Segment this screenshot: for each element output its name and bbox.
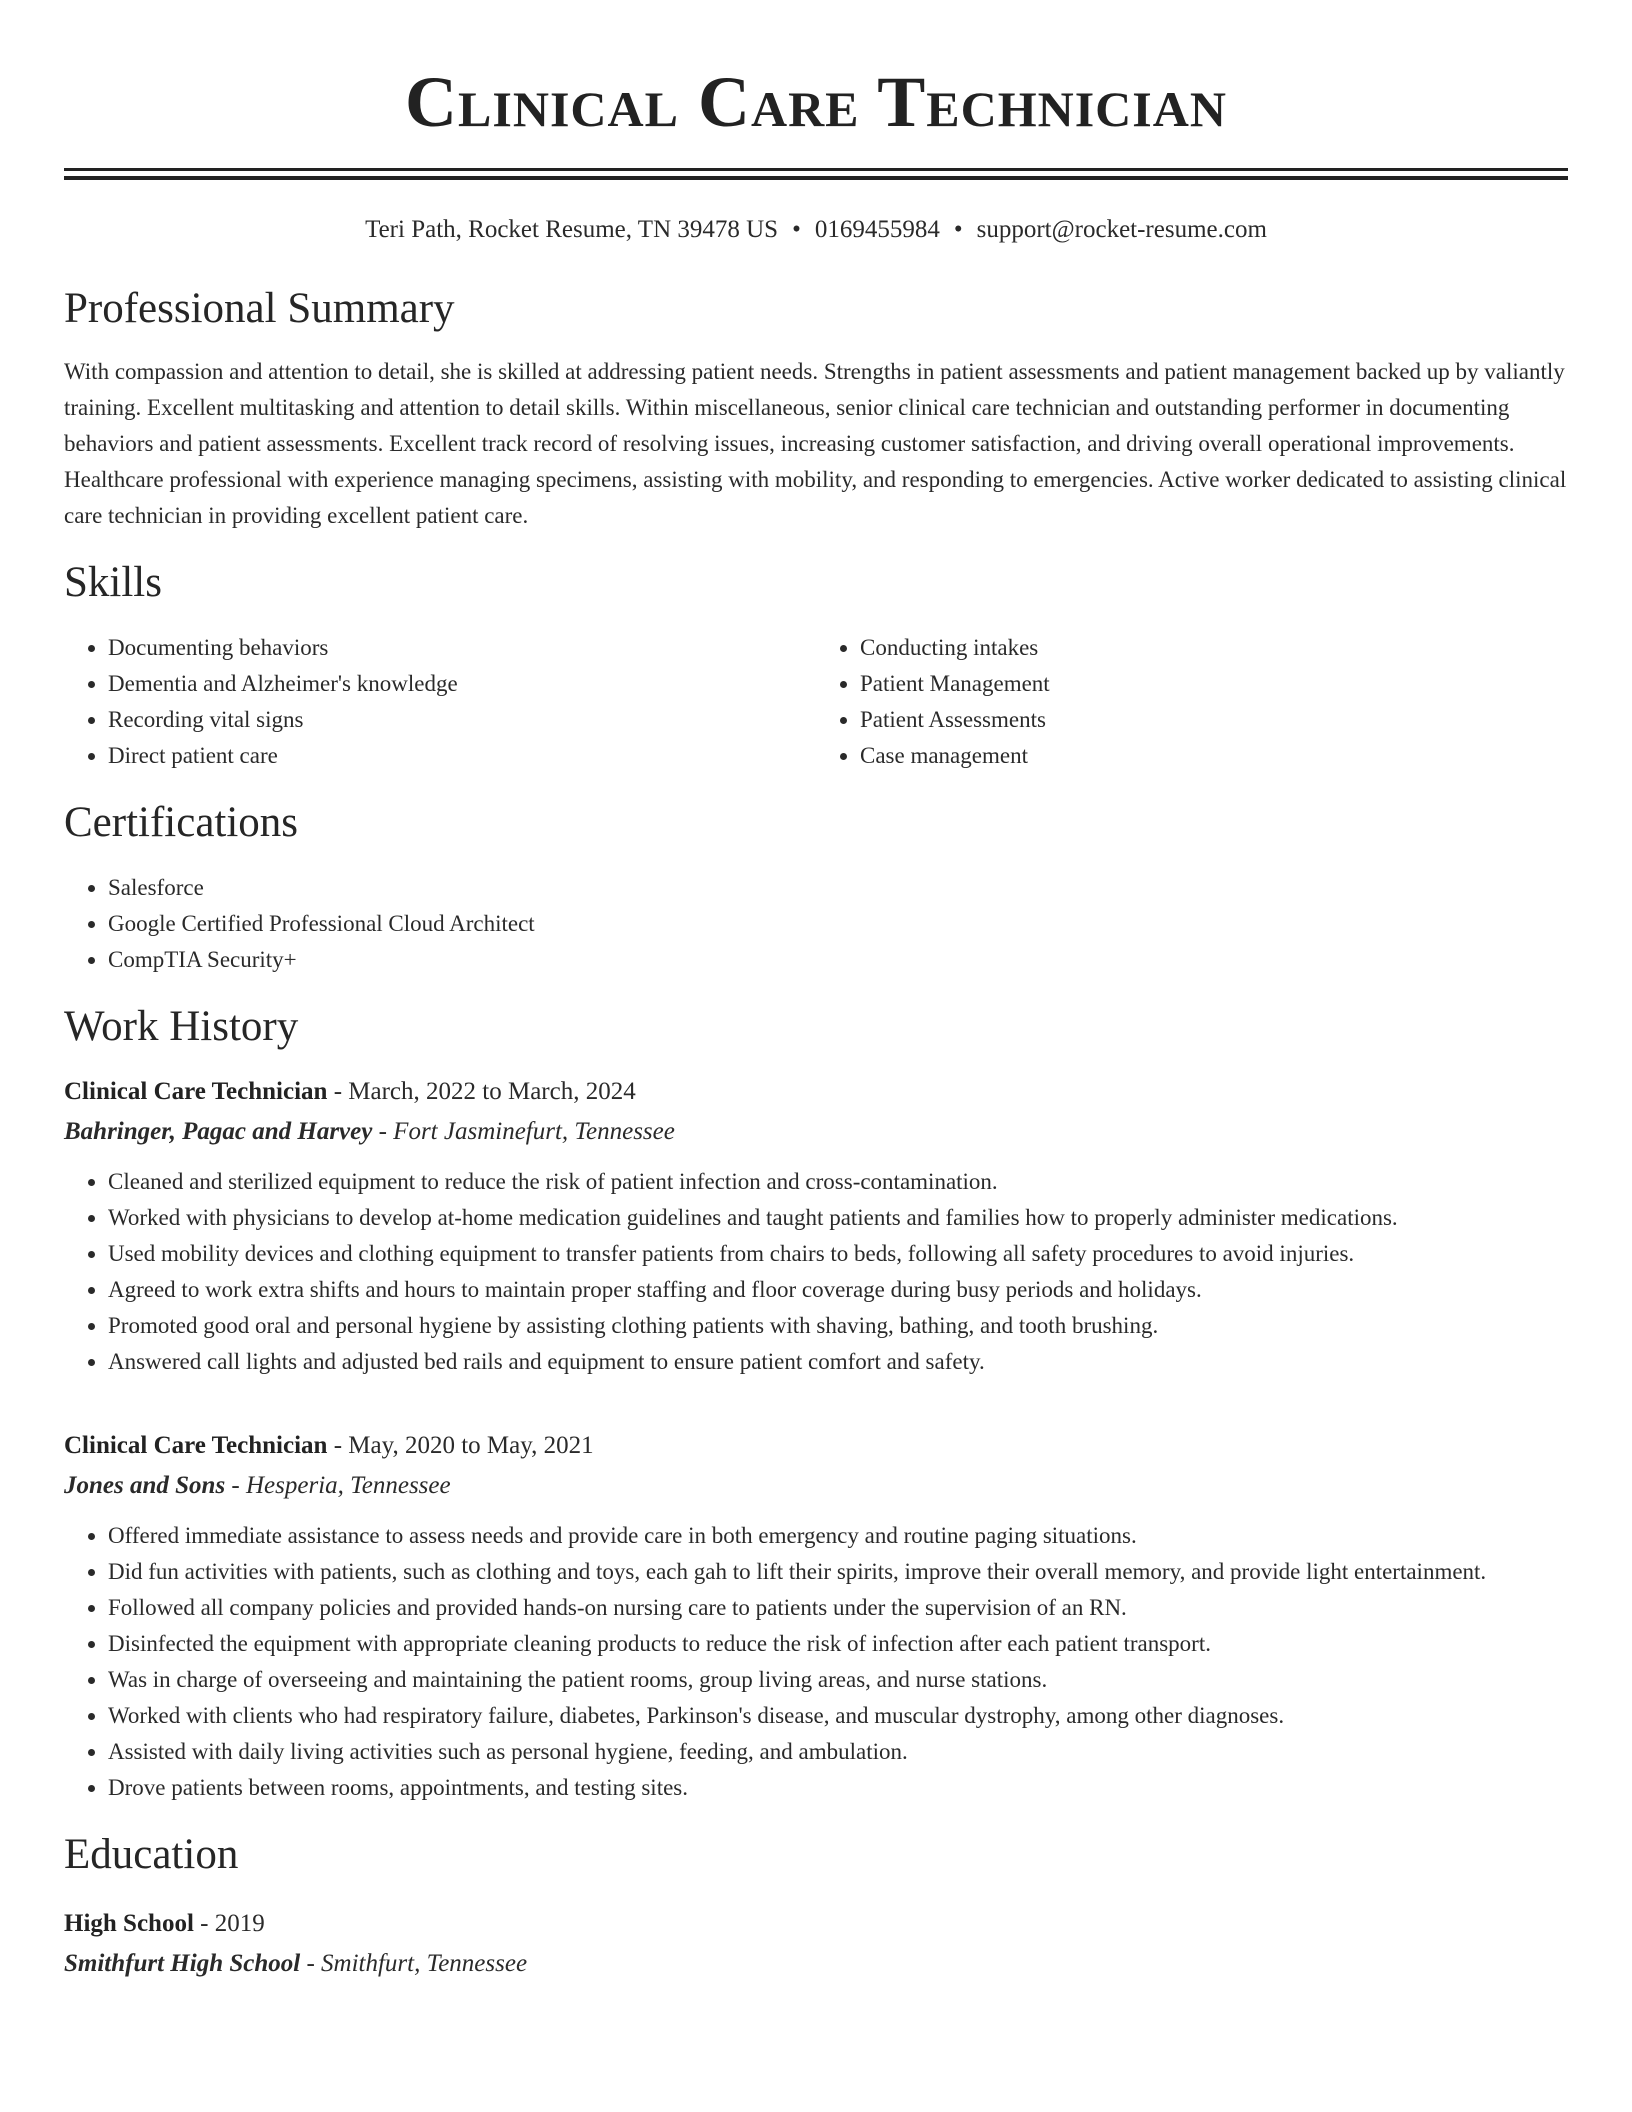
job-location: - Hesperia, Tennessee (225, 1472, 451, 1499)
certification-item: • CompTIA Security+ (108, 942, 1568, 978)
job-bullet: • Worked with clients who had respiratory failure, diabetes, Parkinson's disease, and muscular dystrophy, among other diagnoses. (108, 1698, 1568, 1734)
job-bullet: • Used mobility devices and clothing equipment to transfer patients from chairs to beds, following all safety procedures to avoid injuries. (108, 1236, 1568, 1272)
job-company-line (64, 1112, 1568, 1152)
contact-separator: • (953, 216, 963, 243)
certification-item: • Google Certified Professional Cloud Architect (108, 906, 1568, 942)
header-divider-bottom (64, 176, 1568, 180)
job-bullet: • Worked with physicians to develop at-home medication guidelines and taught patients and families how to properly administer medications. (108, 1200, 1568, 1236)
skill-item: • Recording vital signs (108, 702, 816, 738)
skill-item: • Documenting behaviors (108, 630, 816, 666)
summary-text: With compassion and attention to detail, she is skilled at addressing patient needs. Strengths in patient assessments and patient management backed up by valiantly training. Excellent multitasking and attention to detail skills. Within miscellaneous, senior clinical care technician and outstanding performer in documenting behaviors and patient assessments. Excellent track record of resolving issues, increasing customer satisfaction, and driving overall operational improvements. Healthcare professional with experience managing specimens, assisting with mobility, and responding to emergencies. Active worker dedicated to assisting clinical care technician in providing excellent patient care. (64, 359, 1567, 528)
skill-item: • Case management (860, 738, 1568, 774)
job-bullet: • Promoted good oral and personal hygiene by assisting clothing patients with shaving, bathing, and tooth brushing. (108, 1308, 1568, 1344)
job-bullet: • Agreed to work extra shifts and hours to maintain proper staffing and floor coverage during busy periods and holidays. (108, 1272, 1568, 1308)
education-degree: High School (64, 1910, 194, 1937)
contact-address: Teri Path, Rocket Resume, TN 39478 US (365, 216, 779, 243)
education-degree-line (64, 1904, 1568, 1944)
skills-column-left (64, 630, 816, 774)
certifications-heading: Certifications (64, 799, 299, 846)
work-history-heading: Work History (64, 1003, 299, 1050)
job-title: Clinical Care Technician (64, 1078, 328, 1105)
contact-email: support@rocket-resume.com (976, 216, 1267, 243)
education-year: - 2019 (193, 1910, 265, 1937)
skills-column-right (816, 630, 1568, 774)
job-bullet: • Cleaned and sterilized equipment to reduce the risk of patient infection and cross-contamination. (108, 1164, 1568, 1200)
header-divider-top (64, 168, 1568, 171)
job-bullet: • Did fun activities with patients, such as clothing and toys, each gah to lift their spirits, improve their overall memory, and provide light entertainment. (108, 1554, 1568, 1590)
resume-title: Clinical Care Technician (405, 62, 1227, 142)
job-bullet: • Answered call lights and adjusted bed rails and equipment to ensure patient comfort and safety. (108, 1344, 1568, 1380)
job-location: - Fort Jasminefurt, Tennessee (372, 1118, 675, 1145)
job-title: Clinical Care Technician (64, 1432, 328, 1459)
contact-line (64, 214, 1568, 246)
job-bullet: • Followed all company policies and provided hands-on nursing care to patients under the supervision of an RN. (108, 1590, 1568, 1626)
certifications-list (64, 870, 1568, 978)
contact-separator: • (792, 216, 801, 243)
job-company-line (64, 1466, 1568, 1506)
skill-item: • Dementia and Alzheimer's knowledge (108, 666, 816, 702)
skills-list (64, 630, 1568, 774)
education-entry (64, 1904, 1568, 1984)
contact-phone: 0169455984 (814, 216, 940, 243)
job-bullet: • Disinfected the equipment with appropriate cleaning products to reduce the risk of infection after each patient transport. (108, 1626, 1568, 1662)
skill-item: • Patient Assessments (860, 702, 1568, 738)
skill-item: • Direct patient care (108, 738, 816, 774)
job-dates: - March, 2022 to March, 2024 (327, 1078, 636, 1105)
job-bullet: • Drove patients between rooms, appointments, and testing sites. (108, 1770, 1568, 1806)
job-entry (64, 1072, 1568, 1380)
job-company: Jones and Sons (64, 1472, 226, 1499)
skill-item: • Patient Management (860, 666, 1568, 702)
job-bullets (64, 1164, 1568, 1380)
education-location: - Smithfurt, Tennessee (300, 1950, 528, 1977)
skills-heading: Skills (64, 559, 162, 606)
skill-item: • Conducting intakes (860, 630, 1568, 666)
job-dates: - May, 2020 to May, 2021 (327, 1432, 594, 1459)
education-school-line (64, 1944, 1568, 1984)
job-bullet: • Was in charge of overseeing and maintaining the patient rooms, group living areas, and nurse stations. (108, 1662, 1568, 1698)
job-title-line (64, 1072, 1568, 1112)
summary-heading: Professional Summary (64, 285, 455, 332)
certification-item: • Salesforce (108, 870, 1568, 906)
job-company: Bahringer, Pagac and Harvey (64, 1118, 373, 1145)
education-school: Smithfurt High School (64, 1950, 301, 1977)
job-bullet: • Assisted with daily living activities such as personal hygiene, feeding, and ambulation. (108, 1734, 1568, 1770)
job-bullets (64, 1518, 1568, 1806)
job-title-line (64, 1426, 1568, 1466)
job-bullet: • Offered immediate assistance to assess needs and provide care in both emergency and routine paging situations. (108, 1518, 1568, 1554)
education-heading: Education (64, 1831, 239, 1878)
job-entry (64, 1426, 1568, 1806)
